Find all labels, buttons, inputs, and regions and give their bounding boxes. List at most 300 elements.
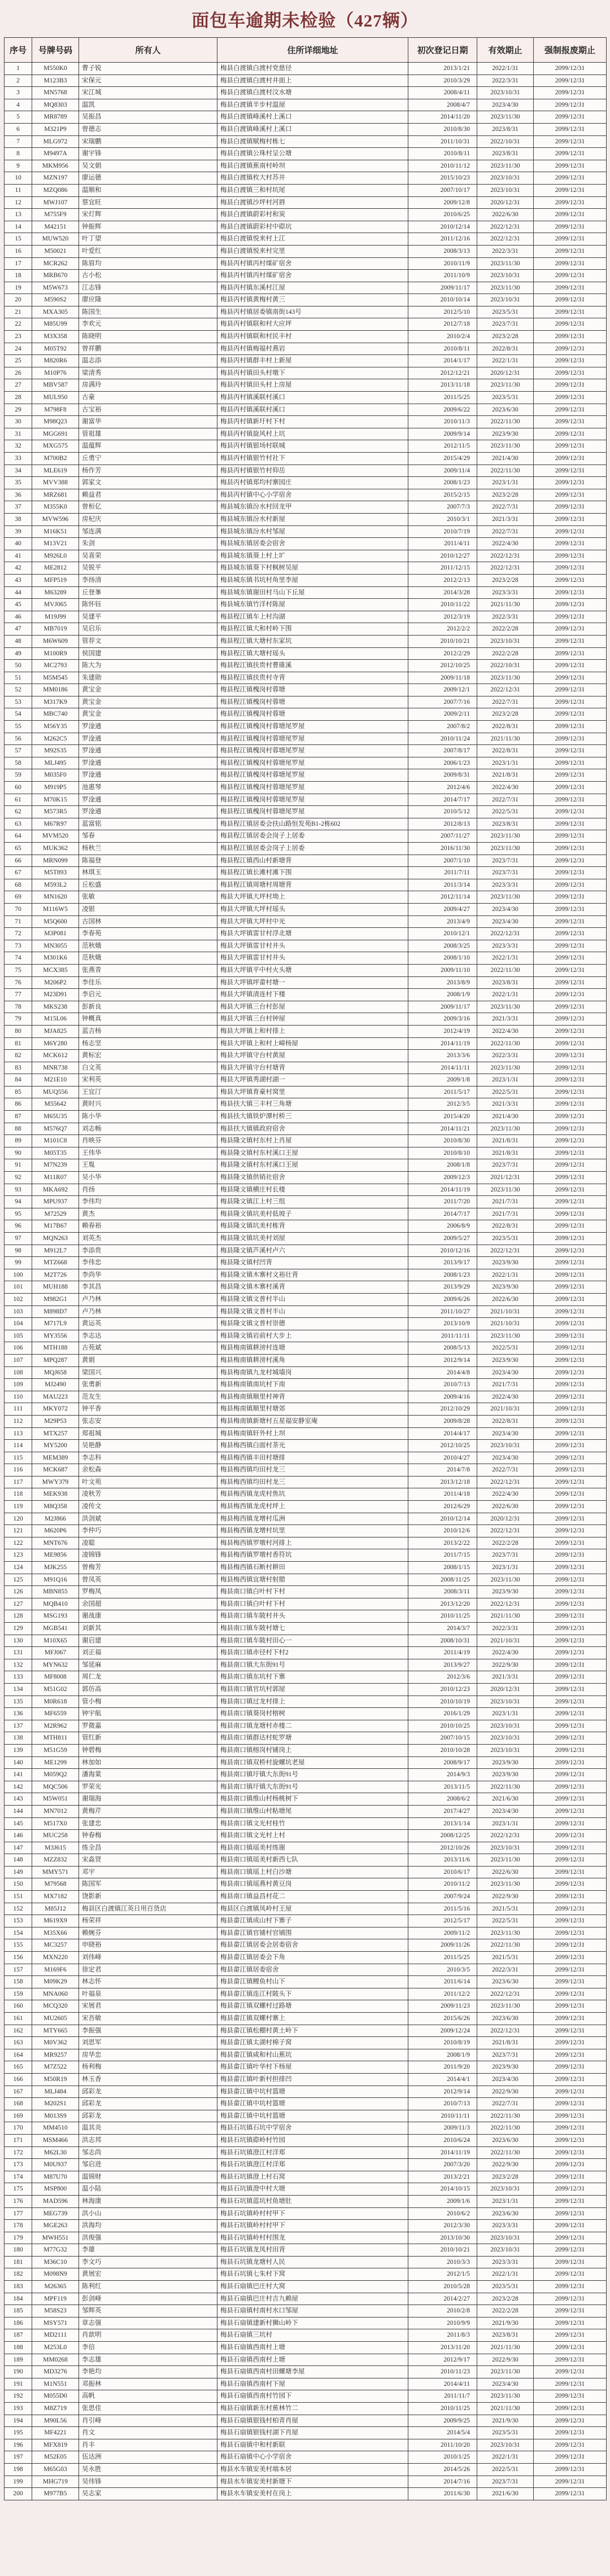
- cell-valid-until: 2023/3/31: [477, 586, 534, 599]
- cell-scrap-date: 2099/12/31: [534, 562, 607, 575]
- cell-plate: MPQ287: [32, 1354, 79, 1366]
- cell-owner: 饶影新: [79, 1891, 217, 1903]
- cell-reg-date: 2013/1/14: [408, 1817, 477, 1830]
- cell-reg-date: 2012/9/14: [408, 1354, 477, 1366]
- table-row: [5, 915, 607, 928]
- cell-plate: MGE263: [32, 2220, 79, 2232]
- cell-owner: 管祖雄: [79, 428, 217, 440]
- table-row: [5, 2110, 607, 2122]
- cell-index: 34: [5, 465, 32, 477]
- cell-address: 梅县石扇镇新东村蕉林竹二: [217, 2403, 408, 2415]
- table-row: [5, 1330, 607, 1342]
- table-row: [5, 1976, 607, 1988]
- cell-reg-date: 2011/3/14: [408, 879, 477, 891]
- table-row: [5, 1111, 607, 1123]
- table-row: [5, 2427, 607, 2439]
- cell-valid-until: 2022/4/30: [477, 538, 534, 550]
- cell-index: 186: [5, 2317, 32, 2329]
- cell-index: 197: [5, 2451, 32, 2464]
- cell-index: 144: [5, 1805, 32, 1817]
- cell-plate: MJ2490: [32, 1379, 79, 1391]
- cell-owner: 李志雄: [79, 2354, 217, 2366]
- cell-owner: 宋瑞鹏: [79, 135, 217, 148]
- cell-owner: 吴艳静: [79, 1440, 217, 1452]
- cell-valid-until: 2023/11/30: [477, 257, 534, 270]
- cell-scrap-date: 2099/12/31: [534, 2195, 607, 2207]
- cell-plate: MLJ484: [32, 2086, 79, 2098]
- cell-owner: 丘登峯: [79, 586, 217, 599]
- cell-scrap-date: 2099/12/31: [534, 75, 607, 87]
- cell-owner: 杨志坚: [79, 1037, 217, 1050]
- table-row: [5, 135, 607, 148]
- cell-scrap-date: 2099/12/31: [534, 1842, 607, 1854]
- cell-owner: 管小梅: [79, 1696, 217, 1708]
- cell-owner: 邹启进: [79, 2159, 217, 2171]
- cell-valid-until: 2023/4/30: [477, 903, 534, 915]
- cell-index: 27: [5, 379, 32, 392]
- cell-plate: M717L9: [32, 1318, 79, 1330]
- cell-plate: MKY072: [32, 1403, 79, 1416]
- table-row: [5, 733, 607, 745]
- cell-reg-date: 2010/3/29: [408, 75, 477, 87]
- cell-reg-date: 2008/1/8: [408, 1159, 477, 1172]
- cell-owner: 谢瑞海: [79, 1793, 217, 1806]
- cell-reg-date: 2007/3/20: [408, 2159, 477, 2171]
- cell-scrap-date: 2099/12/31: [534, 306, 607, 318]
- cell-scrap-date: 2099/12/31: [534, 2146, 607, 2159]
- cell-valid-until: 2021/11/30: [477, 2342, 534, 2354]
- cell-index: 65: [5, 843, 32, 855]
- cell-scrap-date: 2099/12/31: [534, 2415, 607, 2427]
- cell-index: 39: [5, 525, 32, 538]
- cell-reg-date: 2015/4/29: [408, 453, 477, 465]
- cell-plate: MCX385: [32, 964, 79, 976]
- cell-plate: M51G59: [32, 1744, 79, 1756]
- cell-address: 梅县程江镇槐岗村蓉塘尾罗屋: [217, 794, 408, 806]
- cell-scrap-date: 2099/12/31: [534, 416, 607, 428]
- column-header-1: 号牌号码: [32, 38, 79, 63]
- cell-plate: M65G03: [32, 2463, 79, 2476]
- table-row: [5, 1988, 607, 2000]
- cell-scrap-date: 2099/12/31: [534, 2207, 607, 2220]
- cell-valid-until: 2022/9/30: [477, 1659, 534, 1671]
- cell-reg-date: 2010/7/13: [408, 1379, 477, 1391]
- table-row: [5, 282, 607, 294]
- column-header-4: 初次登记日期: [408, 38, 477, 63]
- cell-scrap-date: 2099/12/31: [534, 1172, 607, 1184]
- cell-address: 梅县程江镇车上村沟湖: [217, 611, 408, 623]
- cell-owner: 叶文苑: [79, 1476, 217, 1488]
- cell-owner: 钟概真: [79, 1013, 217, 1026]
- cell-address: 梅县白渡镇枚大村苏井: [217, 172, 408, 185]
- cell-owner: 肖丰: [79, 2439, 217, 2451]
- cell-owner: 陈晓明: [79, 331, 217, 343]
- cell-address: 梅县水车镇安美村端本居: [217, 2463, 408, 2476]
- cell-reg-date: 2013/9/17: [408, 1257, 477, 1269]
- cell-owner: 宋江城: [79, 87, 217, 99]
- cell-owner: 朱建勋: [79, 672, 217, 684]
- cell-plate: M10X65: [32, 1635, 79, 1647]
- cell-owner: 房华忠: [79, 2049, 217, 2061]
- table-row: [5, 2317, 607, 2329]
- cell-plate: MXG575: [32, 440, 79, 453]
- cell-owner: 古苑斌: [79, 1342, 217, 1355]
- cell-scrap-date: 2099/12/31: [534, 915, 607, 928]
- cell-owner: 赖婉芬: [79, 1927, 217, 1939]
- cell-address: 梅县大坪镇平中村火头塘: [217, 964, 408, 976]
- cell-scrap-date: 2099/12/31: [534, 1440, 607, 1452]
- cell-index: 198: [5, 2463, 32, 2476]
- cell-scrap-date: 2099/12/31: [534, 2329, 607, 2342]
- cell-reg-date: 2009/2/11: [408, 708, 477, 721]
- cell-owner: 张建忠: [79, 1817, 217, 1830]
- cell-valid-until: 2021/3/31: [477, 1013, 534, 1026]
- cell-address: 梅县石扇镇中和村新联: [217, 2439, 408, 2451]
- table-row: [5, 2232, 607, 2244]
- cell-reg-date: 2014/7/16: [408, 2476, 477, 2488]
- table-row: [5, 1793, 607, 1806]
- cell-owner: 刘志畅: [79, 1123, 217, 1135]
- cell-index: 166: [5, 2073, 32, 2086]
- cell-owner: 曾梅芳: [79, 1562, 217, 1574]
- cell-valid-until: 2023/8/31: [477, 2329, 534, 2342]
- cell-scrap-date: 2099/12/31: [534, 1915, 607, 1927]
- cell-scrap-date: 2099/12/31: [534, 2110, 607, 2122]
- cell-plate: M56Y35: [32, 721, 79, 733]
- table-row: [5, 599, 607, 611]
- cell-index: 50: [5, 660, 32, 672]
- cell-owner: 江志锋: [79, 282, 217, 294]
- cell-plate: M013S9: [32, 2110, 79, 2122]
- cell-plate: M72529: [32, 1208, 79, 1220]
- cell-plate: M593L2: [32, 879, 79, 891]
- cell-plate: M23D91: [32, 989, 79, 1001]
- cell-address: 梅县隆文镇文普村半山: [217, 1305, 408, 1318]
- table-row: [5, 2195, 607, 2207]
- cell-address: 梅县南口镇白叶村下村: [217, 1598, 408, 1610]
- cell-plate: MD2111: [32, 2329, 79, 2342]
- cell-index: 108: [5, 1366, 32, 1379]
- cell-index: 176: [5, 2195, 32, 2207]
- table-row: [5, 1305, 607, 1318]
- cell-valid-until: 2021/12/31: [477, 1172, 534, 1184]
- cell-index: 80: [5, 1025, 32, 1037]
- cell-reg-date: 2010/12/6: [408, 1525, 477, 1537]
- cell-reg-date: 2013/4/9: [408, 915, 477, 928]
- cell-scrap-date: 2099/12/31: [534, 355, 607, 367]
- cell-plate: MF4221: [32, 2427, 79, 2439]
- cell-scrap-date: 2099/12/31: [534, 331, 607, 343]
- cell-address: 梅县南口镇瑶上村白沙塘: [217, 1866, 408, 1878]
- cell-plate: MD3276: [32, 2366, 79, 2378]
- cell-plate: MUK362: [32, 843, 79, 855]
- table-row: [5, 1159, 607, 1172]
- cell-owner: 邱彩龙: [79, 2086, 217, 2098]
- cell-valid-until: 2023/11/30: [477, 379, 534, 392]
- cell-index: 95: [5, 1208, 32, 1220]
- cell-address: 梅县南口镇白叶村下村: [217, 1586, 408, 1598]
- cell-reg-date: 2006/8/9: [408, 1220, 477, 1233]
- cell-valid-until: 2023/11/30: [477, 111, 534, 124]
- cell-index: 87: [5, 1111, 32, 1123]
- cell-address: 梅县白渡镇白渡村井面上: [217, 75, 408, 87]
- table-row: [5, 708, 607, 721]
- cell-reg-date: 2008/6/2: [408, 1793, 477, 1806]
- cell-plate: MR8789: [32, 111, 79, 124]
- cell-address: 梅县程江镇槐岗村蓉塘尾罗屋: [217, 721, 408, 733]
- cell-reg-date: 2009/12/24: [408, 2025, 477, 2037]
- cell-index: 52: [5, 684, 32, 696]
- cell-reg-date: 2011/9/20: [408, 2061, 477, 2074]
- cell-reg-date: 2009/1/6: [408, 2195, 477, 2207]
- cell-owner: 曾祥鹏: [79, 343, 217, 355]
- cell-plate: M059Q2: [32, 1769, 79, 1781]
- cell-address: 梅县南口镇车陂村塘七: [217, 1623, 408, 1635]
- cell-address: 梅县城东镇汾水村新屋: [217, 513, 408, 525]
- cell-scrap-date: 2099/12/31: [534, 2134, 607, 2146]
- cell-owner: 邹春: [79, 830, 217, 843]
- cell-scrap-date: 2099/12/31: [534, 1744, 607, 1756]
- cell-reg-date: 2010/3/1: [408, 513, 477, 525]
- cell-plate: MPF119: [32, 2293, 79, 2305]
- cell-owner: 钟振辉: [79, 221, 217, 233]
- cell-plate: M50021: [32, 245, 79, 257]
- table-row: [5, 2122, 607, 2135]
- cell-owner: 李尚华: [79, 1269, 217, 1281]
- cell-address: 梅县程江镇槐岗村蓉塘尾罗屋: [217, 757, 408, 769]
- cell-index: 70: [5, 903, 32, 915]
- cell-scrap-date: 2099/12/31: [534, 611, 607, 623]
- cell-reg-date: 2010/11/9: [408, 257, 477, 270]
- cell-scrap-date: 2099/12/31: [534, 782, 607, 794]
- cell-plate: MPU937: [32, 1196, 79, 1208]
- cell-address: 梅县城东镇葵上村上圹: [217, 550, 408, 562]
- table-row: [5, 586, 607, 599]
- cell-owner: 黄宝金: [79, 696, 217, 708]
- cell-index: 85: [5, 1086, 32, 1098]
- table-row: [5, 1732, 607, 1745]
- cell-valid-until: 2022/7/31: [477, 1464, 534, 1477]
- cell-reg-date: 2007/8/2: [408, 721, 477, 733]
- cell-plate: M0U937: [32, 2159, 79, 2171]
- cell-index: 130: [5, 1635, 32, 1647]
- cell-reg-date: 2014/11/19: [408, 1037, 477, 1050]
- table-row: [5, 1659, 607, 1671]
- table-row: [5, 2171, 607, 2183]
- cell-reg-date: 2012/3/19: [408, 611, 477, 623]
- cell-reg-date: 2013/3/6: [408, 1050, 477, 1062]
- cell-address: 梅县扶大镇三丰村三角塘: [217, 1098, 408, 1111]
- cell-plate: MQB410: [32, 1598, 79, 1610]
- cell-reg-date: 2014/4/8: [408, 1366, 477, 1379]
- table-row: [5, 1318, 607, 1330]
- cell-owner: 廖运德: [79, 172, 217, 185]
- cell-plate: MJA825: [32, 1025, 79, 1037]
- cell-valid-until: 2023/11/30: [477, 2000, 534, 2013]
- cell-scrap-date: 2099/12/31: [534, 2183, 607, 2196]
- cell-index: 158: [5, 1976, 32, 1988]
- table-row: [5, 87, 607, 99]
- cell-valid-until: 2023/10/31: [477, 294, 534, 306]
- cell-plate: ME1299: [32, 1756, 79, 1769]
- table-row: [5, 830, 607, 843]
- cell-scrap-date: 2099/12/31: [534, 2098, 607, 2110]
- cell-reg-date: 2010/8/11: [408, 343, 477, 355]
- cell-index: 101: [5, 1281, 32, 1294]
- cell-reg-date: 2008/3/11: [408, 1586, 477, 1598]
- cell-owner: 陈利红: [79, 2281, 217, 2293]
- cell-scrap-date: 2099/12/31: [534, 830, 607, 843]
- cell-address: 梅县程江镇居委会岗子上居委: [217, 843, 408, 855]
- cell-plate: MM0268: [32, 2354, 79, 2366]
- cell-address: 梅县梅南镇新塘村五星福安静室庵: [217, 1415, 408, 1427]
- table-row: [5, 696, 607, 708]
- cell-scrap-date: 2099/12/31: [534, 1562, 607, 1574]
- cell-plate: MRN099: [32, 855, 79, 867]
- cell-address: 梅县丙村镇东溪村江屋: [217, 282, 408, 294]
- cell-valid-until: 2023/4/30: [477, 1366, 534, 1379]
- cell-owner: 洪志邦: [79, 2134, 217, 2146]
- cell-index: 127: [5, 1598, 32, 1610]
- cell-index: 32: [5, 440, 32, 453]
- cell-scrap-date: 2099/12/31: [534, 1037, 607, 1050]
- cell-owner: 罗淦通: [79, 721, 217, 733]
- cell-address: 梅县隆文镇供销社宿舍: [217, 1172, 408, 1184]
- cell-owner: 申晓裕: [79, 1939, 217, 1952]
- cell-valid-until: 2023/11/30: [477, 830, 534, 843]
- cell-plate: M1N551: [32, 2378, 79, 2390]
- cell-plate: M62L30: [32, 2146, 79, 2159]
- cell-scrap-date: 2099/12/31: [534, 574, 607, 586]
- cell-owner: 吴志家: [79, 2488, 217, 2500]
- cell-scrap-date: 2099/12/31: [534, 964, 607, 976]
- cell-scrap-date: 2099/12/31: [534, 623, 607, 636]
- page-title: 面包车逾期未检验（427辆）: [191, 11, 419, 30]
- cell-reg-date: 2010/7/13: [408, 2098, 477, 2110]
- table-row: [5, 2086, 607, 2098]
- cell-address: 梅县丙村镇群丰村上新屋: [217, 355, 408, 367]
- table-row: [5, 843, 607, 855]
- cell-plate: MN7012: [32, 1805, 79, 1817]
- cell-plate: MFX819: [32, 2439, 79, 2451]
- table-row: [5, 1172, 607, 1184]
- table-row: [5, 2244, 607, 2257]
- cell-owner: 李伟忠: [79, 1257, 217, 1269]
- cell-index: 191: [5, 2378, 32, 2390]
- cell-plate: M116W5: [32, 903, 79, 915]
- cell-scrap-date: 2099/12/31: [534, 733, 607, 745]
- cell-plate: MBV587: [32, 379, 79, 392]
- cell-valid-until: 2022/12/31: [477, 221, 534, 233]
- table-row: [5, 1927, 607, 1939]
- cell-index: 45: [5, 599, 32, 611]
- cell-index: 190: [5, 2366, 32, 2378]
- cell-address: 梅县程江镇扶贵村曹碓溪: [217, 660, 408, 672]
- cell-reg-date: 2009/11/10: [408, 964, 477, 976]
- cell-index: 125: [5, 1574, 32, 1586]
- cell-valid-until: 2021/8/31: [477, 1135, 534, 1147]
- table-row: [5, 1817, 607, 1830]
- cell-index: 171: [5, 2134, 32, 2146]
- cell-valid-until: 2023/10/31: [477, 1696, 534, 1708]
- cell-scrap-date: 2099/12/31: [534, 1805, 607, 1817]
- cell-reg-date: 2014/7/8: [408, 1464, 477, 1477]
- cell-owner: 罗淦通: [79, 806, 217, 818]
- cell-valid-until: 2022/12/31: [477, 1476, 534, 1488]
- table-row: [5, 123, 607, 135]
- cell-index: 28: [5, 392, 32, 404]
- cell-plate: MGG691: [32, 428, 79, 440]
- cell-index: 71: [5, 915, 32, 928]
- cell-plate: M5M545: [32, 672, 79, 684]
- cell-index: 37: [5, 501, 32, 514]
- cell-valid-until: 2023/1/31: [477, 1562, 534, 1574]
- cell-valid-until: 2021/9/30: [477, 2415, 534, 2427]
- cell-scrap-date: 2099/12/31: [534, 1050, 607, 1062]
- cell-address: 梅县丙村镇丙村煤矿宿舍: [217, 270, 408, 282]
- cell-index: 122: [5, 1537, 32, 1549]
- cell-index: 170: [5, 2122, 32, 2135]
- cell-reg-date: 2009/6/22: [408, 404, 477, 416]
- cell-index: 172: [5, 2146, 32, 2159]
- cell-reg-date: 2013/11/18: [408, 379, 477, 392]
- cell-valid-until: 2023/6/30: [477, 2013, 534, 2025]
- cell-plate: MC3257: [32, 1939, 79, 1952]
- cell-scrap-date: 2099/12/31: [534, 209, 607, 221]
- cell-address: 梅县丙村镇梅福村燕岩: [217, 343, 408, 355]
- table-row: [5, 928, 607, 940]
- cell-index: 154: [5, 1927, 32, 1939]
- table-row: [5, 2025, 607, 2037]
- cell-owner: 林玉香: [79, 2073, 217, 2086]
- cell-address: 梅县丙村镇黄梅村黄三: [217, 294, 408, 306]
- cell-plate: MFJ067: [32, 1647, 79, 1659]
- cell-address: 梅县大坪镇清连村下楼: [217, 989, 408, 1001]
- cell-address: 梅县隆文镇村东村溪口王屋: [217, 1147, 408, 1159]
- cell-owner: 潘海棠: [79, 1769, 217, 1781]
- table-row: [5, 2390, 607, 2403]
- cell-valid-until: 2022/3/31: [477, 611, 534, 623]
- cell-valid-until: 2023/10/31: [477, 1732, 534, 1745]
- cell-index: 167: [5, 2086, 32, 2098]
- cell-reg-date: 2011/6/30: [408, 2488, 477, 2500]
- cell-scrap-date: 2099/12/31: [534, 1903, 607, 1915]
- cell-plate: M262C5: [32, 733, 79, 745]
- cell-owner: 张燕青: [79, 964, 217, 976]
- cell-valid-until: 2023/10/31: [477, 2244, 534, 2257]
- cell-owner: 高帆: [79, 2390, 217, 2403]
- cell-plate: M576Q7: [32, 1123, 79, 1135]
- cell-scrap-date: 2099/12/31: [534, 1610, 607, 1623]
- cell-scrap-date: 2099/12/31: [534, 1854, 607, 1867]
- cell-reg-date: 2010/11/12: [408, 160, 477, 172]
- cell-valid-until: 2022/11/30: [477, 416, 534, 428]
- cell-scrap-date: 2099/12/31: [534, 2073, 607, 2086]
- cell-index: 189: [5, 2354, 32, 2366]
- table-row: [5, 416, 607, 428]
- cell-plate: MCQ320: [32, 2000, 79, 2013]
- cell-index: 120: [5, 1513, 32, 1525]
- cell-plate: MUL950: [32, 392, 79, 404]
- cell-reg-date: 2009/11/3: [408, 2122, 477, 2135]
- table-row: [5, 806, 607, 818]
- cell-reg-date: 2017/4/27: [408, 1805, 477, 1817]
- cell-owner: 章志强: [79, 2317, 217, 2329]
- cell-valid-until: 2022/4/30: [477, 1647, 534, 1659]
- cell-address: 梅县隆文镇岩前村大步上: [217, 1330, 408, 1342]
- table-row: [5, 392, 607, 404]
- cell-scrap-date: 2099/12/31: [534, 196, 607, 209]
